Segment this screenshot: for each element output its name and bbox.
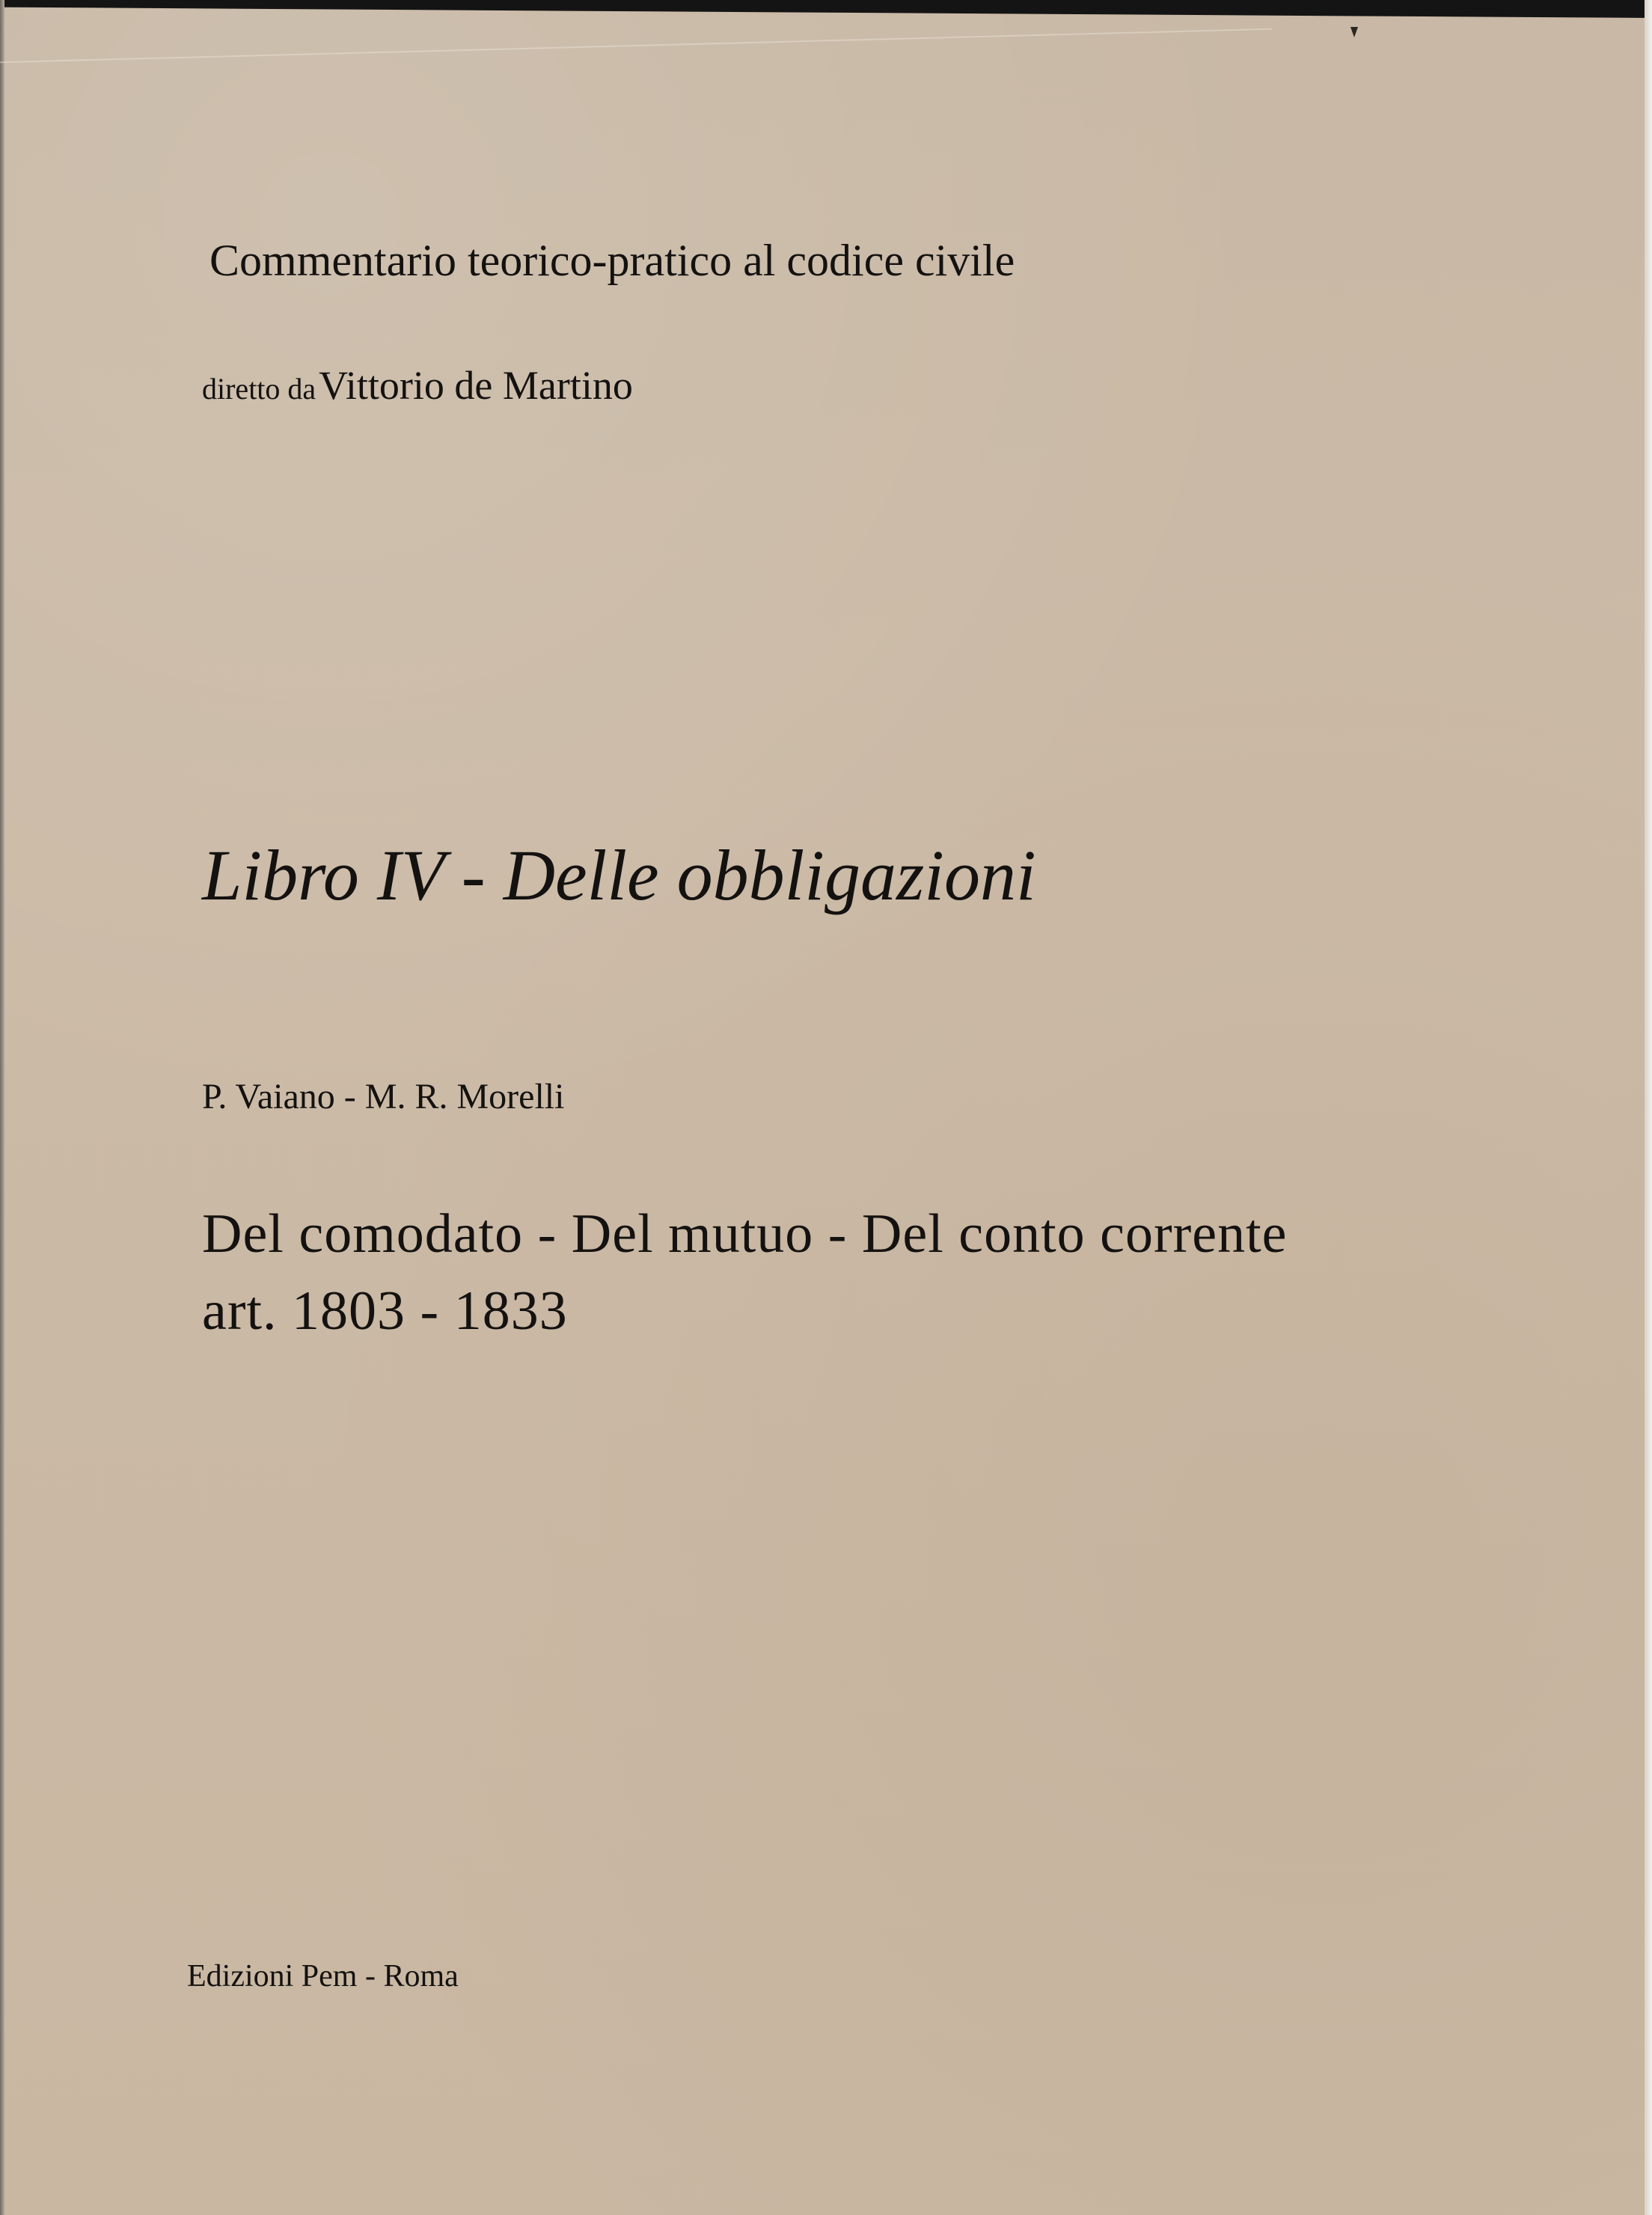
paper-crease: [0, 28, 1272, 183]
left-edge-shadow: [0, 0, 4, 2215]
authors: P. Vaiano - M. R. Morelli: [202, 1077, 565, 1116]
dark-top-edge: [0, 0, 1652, 18]
director-prefix: diretto da: [202, 372, 316, 406]
director-line: [202, 365, 633, 406]
director-name: Vittorio de Martino: [319, 363, 633, 408]
right-edge-highlight: [1645, 0, 1652, 2215]
subject-line: Del comodato - Del mutuo - Del conto corrente: [202, 1203, 1288, 1265]
publisher: Edizioni Pem - Roma: [187, 1959, 459, 1994]
book-title: Libro IV - Delle obbligazioni: [202, 835, 1036, 915]
ink-mark: [1350, 27, 1358, 37]
series-title: Commentario teorico-pratico al codice civile: [209, 236, 1015, 285]
articles-range: art. 1803 - 1833: [202, 1280, 568, 1342]
